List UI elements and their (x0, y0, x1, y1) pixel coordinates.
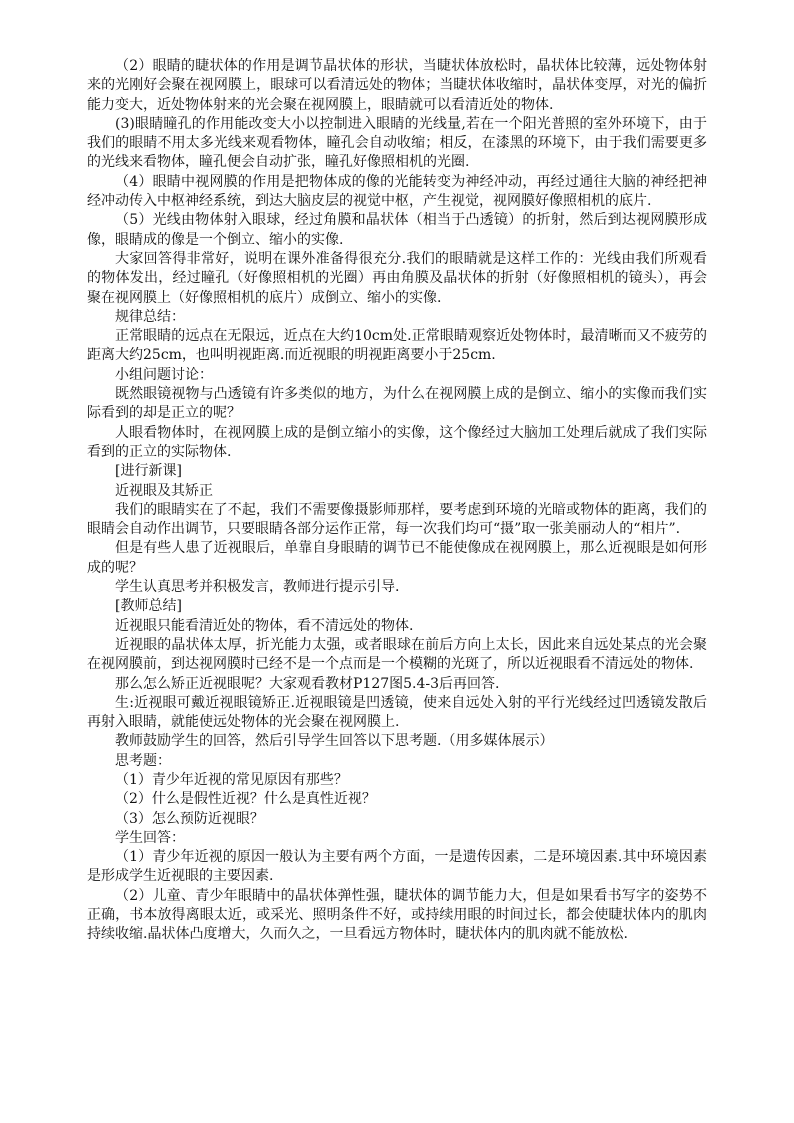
heading-teacher-summary: [教师总结] (115, 598, 182, 615)
heading-thinking-questions: 思考题： (115, 752, 171, 769)
answer-1: （1）青少年近视的原因一般认为主要有两个方面，一是遗传因素，二是环境因素.其中环境因素是形成学生近视眼的主要因素. (87, 849, 707, 885)
heading-student-answers: 学生回答： (115, 829, 185, 846)
paragraph-summary-answer: 大家回答得非常好，说明在课外准备得很充分.我们的眼睛就是这样工作的：光线由我们所观看的物体发出，经过瞳孔（好像照相机的光圈）再由角膜及晶状体的折射（好像照相机的镜头），再会聚在视网膜上（好像照相机的底片）成倒立、缩小的实像. (87, 250, 707, 306)
question-2: （2）什么是假性近视？什么是真性近视？ (115, 791, 376, 808)
paragraph-concave-lens: 生:近视眼可戴近视眼镜矫正.近视眼镜是凹透镜，使来自远处入射的平行光线经过凹透镜发散后再射入眼睛，就能使远处物体的光会聚在视网膜上. (87, 694, 707, 731)
paragraph-myopia-question: 但是有些人患了近视眼后，单靠自身眼睛的调节已不能使像成在视网膜上，那么近视眼是如何形成的呢？ (87, 540, 707, 576)
paragraph-retina: （4）眼睛中视网膜的作用是把物体成的像的光能转变为神经冲动，再经过通往大脑的神经把神经冲动传入中枢神经系统，到达大脑皮层的视觉中枢，产生视觉，视网膜好像照相机的底片. (87, 173, 707, 210)
paragraph-pupil: (3)眼睛瞳孔的作用能改变大小以控制进入眼睛的光线量,若在一个阳光普照的室外环境下，由于我们的眼睛不用太多光线来观看物体，瞳孔会自动收缩；相反，在漆黑的环境下，由于我们需要更多的光线来看物体，瞳孔便会自动扩张，瞳孔好像照相机的光圈. (87, 115, 707, 171)
heading-group-discussion: 小组问题讨论： (115, 366, 213, 383)
paragraph-discussion-question: 既然眼镜视物与凸透镜有许多类似的地方，为什么在视网膜上成的是倒立、缩小的实像而我们实际看到的却是正立的呢？ (87, 386, 707, 422)
paragraph-myopia-cause: 近视眼的晶状体太厚，折光能力太强，或者眼球在前后方向上太长，因此来自远处某点的光会聚在视网膜前，到达视网膜时已经不是一个点而是一个模糊的光斑了，所以近视眼看不清远处的物体. (87, 636, 707, 673)
heading-myopia-correction: 近视眼及其矫正 (115, 482, 213, 499)
heading-new-lesson: [进行新课] (115, 463, 182, 480)
paragraph-eye-auto-adjust: 我们的眼睛实在了不起，我们不需要像摄影师那样，要考虑到环境的光暗或物体的距离，我们的眼睛会自动作出调节，只要眼睛各部分运作正常，每一次我们均可“摄”取一张美丽动人的“相片”. (87, 501, 707, 538)
document-body (87, 57, 707, 945)
heading-rule-summary: 规律总结： (115, 308, 185, 325)
paragraph-ciliary-body: （2）眼睛的睫状体的作用是调节晶状体的形状，当睫状体放松时，晶状体比较薄，远处物体射来的光刚好会聚在视网膜上，眼球可以看清远处的物体；当睫状体收缩时，晶状体变厚，对光的偏折能力变大，近处物体射来的光会聚在视网膜上，眼睛就可以看清近处的物体. (87, 58, 707, 113)
paragraph-student-thinking: 学生认真思考并积极发言，教师进行提示引导. (115, 579, 400, 596)
paragraph-discussion-answer: 人眼看物体时，在视网膜上成的是倒立缩小的实像，这个像经过大脑加工处理后就成了我们实际看到的正立的实际物体. (87, 424, 707, 460)
paragraph-teacher-encourage: 教师鼓励学生的回答，然后引导学生回答以下思考题.（用多媒体展示） (115, 733, 554, 750)
paragraph-normal-eye: 正常眼睛的远点在无限远，近点在大约10cm处.正常眼睛观察近处物体时，最清晰而又不疲劳的距离大约25cm，也叫明视距离.而近视眼的明视距离要小于25cm. (87, 328, 707, 364)
paragraph-image-formation: （5）光线由物体射入眼球，经过角膜和晶状体（相当于凸透镜）的折射，然后到达视网膜形成像，眼睛成的像是一个倒立、缩小的实像. (87, 212, 707, 248)
question-3: （3）怎么预防近视眼？ (115, 810, 264, 827)
paragraph-myopia-near-only: 近视眼只能看清近处的物体，看不清远处的物体. (115, 617, 414, 634)
question-1: （1）青少年近视的常见原因有那些？ (115, 771, 348, 788)
answer-2: （2）儿童、青少年眼睛中的晶状体弹性强，睫状体的调节能力大，但是如果看书写字的姿势不正确，书本放得离眼太近，或采光、照明条件不好，或持续用眼的时间过长，都会使睫状体内的肌肉持续收缩.晶状体凸度增大，久而久之，一旦看远方物体时，睫状体内的肌肉就不能放松. (87, 887, 707, 943)
paragraph-how-to-correct: 那么怎么矫正近视眼呢？大家观看教材P127图5.4-3后再回答. (115, 675, 500, 692)
